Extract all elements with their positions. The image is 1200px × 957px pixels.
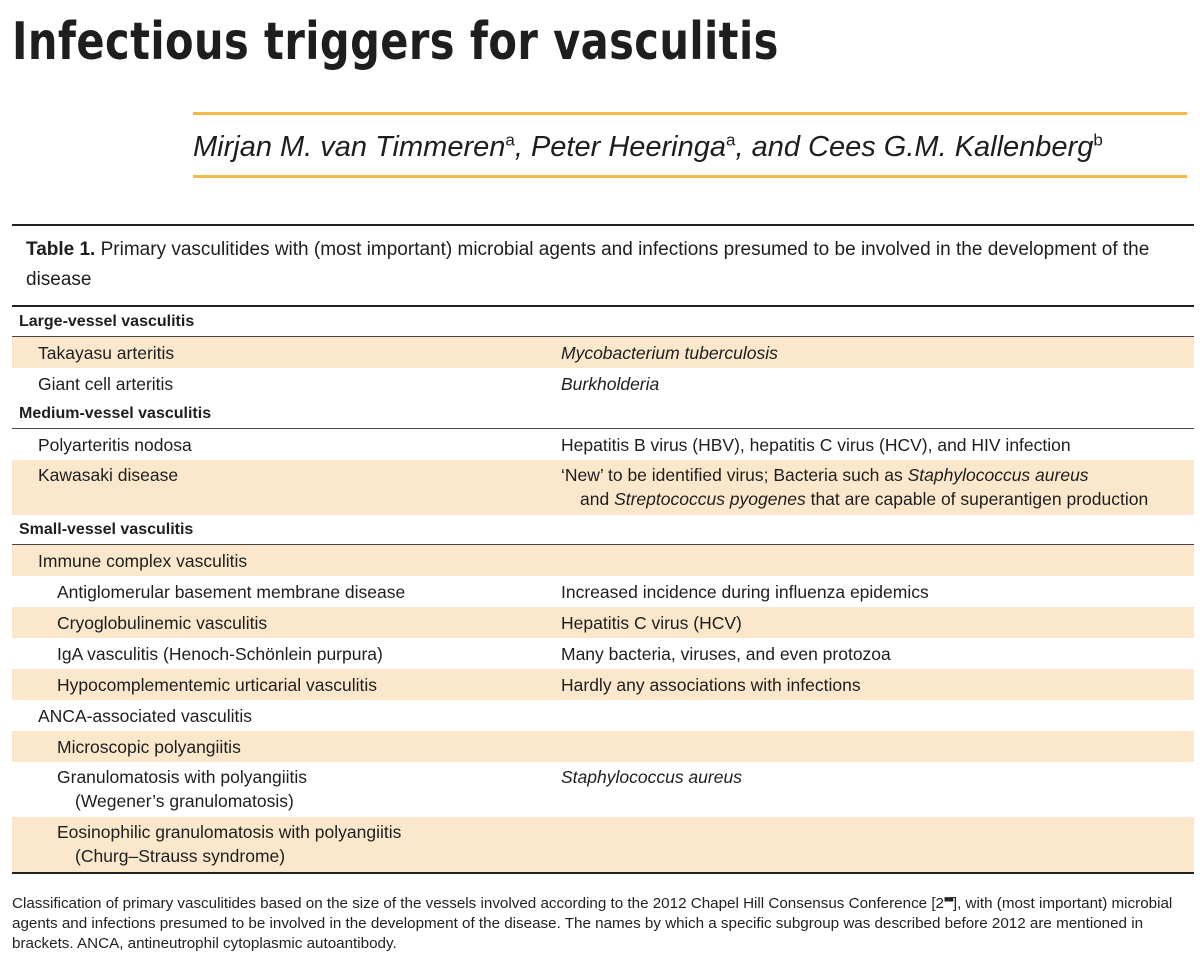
microbial-agent: Staphylococcus aureus [561,767,742,787]
vasculitis-name: Takayasu arteritis [38,342,175,363]
table-section-header [12,307,1194,337]
vasculitis-name-cell [12,642,561,666]
table-row [12,429,1194,460]
microbial-agent: Hepatitis C virus (HCV) [561,612,742,633]
vasculitis-name: Antiglomerular basement membrane disease [57,581,406,602]
table-row [12,545,1194,576]
vasculitis-name-cell [12,611,561,635]
vasculitis-name-cell [12,341,561,365]
table-rule-bottom [12,872,1194,874]
microbial-agent: Many bacteria, viruses, and even protozoa [561,643,891,664]
author-separator: , and [735,131,809,163]
vasculitis-name: ANCA-associated vasculitis [38,705,252,726]
author-name: Peter Heeringa [530,131,727,163]
vasculitis-name-cell [12,463,561,511]
microbial-agent-cell [561,580,1194,604]
table-row [12,700,1194,731]
vasculitis-name-line: Eosinophilic granulomatosis with polyangiitis [57,822,402,842]
article-title: Infectious triggers for vasculitis [12,12,779,72]
table-section-header [12,399,1194,429]
vasculitis-name-line: (Churg–Strauss syndrome) [75,846,286,866]
table-row [12,731,1194,762]
table-row [12,460,1194,515]
table-caption [12,226,1194,297]
vasculitis-name: Giant cell arteritis [38,373,174,394]
microbial-agent-cell [561,372,1194,396]
microbial-agent-cell [561,642,1194,666]
section-header-label: Large-vessel vasculitis [19,312,195,330]
table-row [12,576,1194,607]
vasculitis-name-line: Granulomatosis with polyangiitis [57,767,307,787]
table-row [12,762,1194,817]
microbial-agent-cell [561,463,1194,511]
vasculitis-name-cell [12,704,561,728]
microbial-agent-text: Streptococcus pyogenes [614,489,806,509]
table-row [12,368,1194,399]
author-list [193,126,1103,168]
table-row [12,337,1194,368]
table-row [12,817,1194,872]
footnote-reference-marker: ■■ [944,894,953,904]
vasculitis-name: Kawasaki disease [38,465,179,485]
table-section-header [12,515,1194,545]
microbial-agent: Burkholderia [561,373,660,394]
vasculitis-name-cell [12,735,561,759]
author-affiliation: a [505,130,515,150]
vasculitis-name-cell [12,673,561,697]
microbial-agent-line [561,487,1194,511]
microbial-agent-cell [561,765,1194,813]
author-separator: , [514,131,531,163]
microbial-agent-cell [561,820,1194,868]
table-footnote [12,889,1182,954]
microbial-agent: Hepatitis B virus (HBV), hepatitis C virus (HCV), and HIV infection [561,434,1071,455]
vasculitis-name-cell [12,820,561,868]
table-row [12,607,1194,638]
author-name: Mirjan M. van Timmeren [193,131,506,163]
table-caption-text: Primary vasculitides with (most important) microbial agents and infections presumed to be involved in the development of the disease [26,239,1150,290]
author-rule-top [193,112,1187,115]
microbial-agent-cell [561,341,1194,365]
vasculitis-name-cell [12,372,561,396]
table-row [12,638,1194,669]
microbial-agent-text: ‘New’ to be identified virus; Bacteria such as [561,465,908,485]
footnote-text-start: Classification of primary vasculitides based on the size of the vessels involved according to the 2012 Chapel Hill Consensus Conference [2 [12,895,944,913]
vasculitis-name-line: (Wegener’s granulomatosis) [75,791,294,811]
author-rule-bottom [193,175,1187,178]
vasculitis-name: IgA vasculitis (Henoch-Schönlein purpura) [57,643,383,664]
footnote-text-end: ], with (most important) microbial agents and infections presumed to be involved in the development of the disease. The names by which a specific subgroup was described before 2012 are mentioned in brackets. ANCA, antineutrophil cytoplasmic autoantibody. [12,895,1173,953]
vasculitis-name: Cryoglobulinemic vasculitis [57,612,268,633]
vasculitis-name: Hypocomplementemic urticarial vasculitis [57,674,377,695]
microbial-agent-line [561,463,1194,487]
microbial-agent: Increased incidence during influenza epidemics [561,581,929,602]
microbial-agent-cell [561,611,1194,635]
table-label: Table 1. [26,239,96,260]
table-1 [12,224,1194,874]
author-affiliation: a [726,130,736,150]
microbial-agent: Hardly any associations with infections [561,674,861,695]
vasculitis-name: Polyarteritis nodosa [38,434,192,455]
vasculitis-name-cell [12,765,561,813]
table-body [12,307,1194,872]
vasculitis-name-cell [12,580,561,604]
section-header-label: Small-vessel vasculitis [19,520,194,538]
microbial-agent: Mycobacterium tuberculosis [561,342,778,363]
vasculitis-name: Immune complex vasculitis [38,550,248,571]
section-header-label: Medium-vessel vasculitis [19,404,212,422]
microbial-agent-cell [561,433,1194,457]
microbial-agent-text: that are capable of superantigen production [805,489,1149,509]
author-name: Cees G.M. Kallenberg [808,131,1094,163]
table-row [12,669,1194,700]
microbial-agent-text: and [580,489,615,509]
vasculitis-name: Microscopic polyangiitis [57,736,241,757]
author-affiliation: b [1093,130,1103,150]
vasculitis-name-cell [12,549,561,573]
microbial-agent-text: Staphylococcus aureus [907,465,1089,485]
microbial-agent-cell [561,673,1194,697]
vasculitis-name-cell [12,433,561,457]
